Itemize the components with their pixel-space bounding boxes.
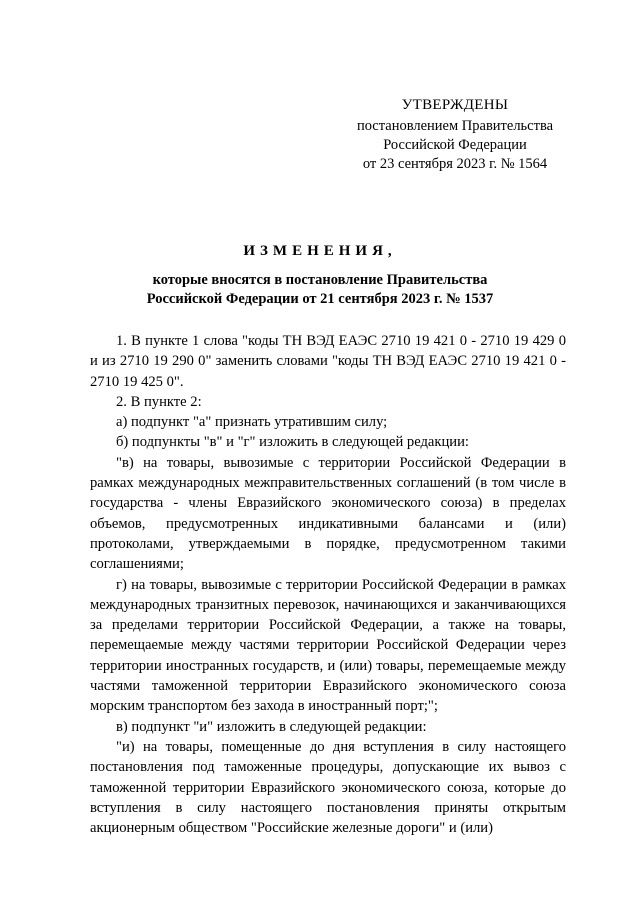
approval-line: Российской Федерации — [383, 137, 527, 153]
document-title: ИЗМЕНЕНИЯ, — [243, 243, 397, 259]
subtitle-line: которые вносятся в постановление Правительства — [152, 272, 488, 288]
approval-line: постановлением Правительства — [356, 118, 554, 134]
paragraph-subitem-v: в) подпункт "и" изложить в следующей редакции: — [116, 718, 427, 735]
approval-heading: УТВЕРЖДЕНЫ — [401, 97, 509, 113]
paragraph-subitem-a: а) подпункт "а" признать утратившим силу; — [116, 414, 388, 431]
paragraph-item-2: 2. В пункте 2: — [116, 393, 202, 410]
paragraph-subitem-b: б) подпункты "в" и "г" изложить в следующей редакции: — [116, 434, 469, 451]
paragraph-quote-i: "и) на товары, помещенные до дня вступления в силу настоящего постановления под таможенные процедуры, допускающие их вывоз с таможенной территории Евразийского экономического союза, которые до вступления в силу настоящего постановления приняты открытым акционерным обществом "Российские железные дороги" и (или) — [90, 738, 566, 837]
document-body — [90, 331, 566, 838]
document-subtitle — [90, 271, 550, 309]
paragraph-item-1: 1. В пункте 1 слова "коды ТН ВЭД ЕАЭС 2710 19 421 0 - 2710 19 429 0 и из 2710 19 290 0" заменить словами "коды ТН ВЭД ЕАЭС 2710 19 421 0 - 2710 19 425 0". — [90, 333, 566, 390]
subtitle-line: Российской Федерации от 21 сентября 2023 г. № 1537 — [146, 291, 494, 307]
paragraph-quote-g: г) на товары, вывозимые с территории Российской Федерации в рамках международных транзитных перевозок, начинающихся и заканчивающихся за пределами территории Российской Федерации, а также на товары, перемещаемые между частями территории Российской Федерации через территории иностранных государств, и (или) товары, перемещаемые между частями таможенной территории Евразийского экономического союза морским транспортом без захода в иностранный порт;"; — [90, 576, 566, 715]
approval-date-line: от 23 сентября 2023 г. № 1564 — [362, 156, 548, 172]
paragraph-quote-v: "в) на товары, вывозимые с территории Российской Федерации в рамках международных межправительственных соглашений (в том числе в государства - члены Евразийского экономического союза) в пределах объемов, предусмотренных индикативными балансами и (или) протоколами, утверждаемыми в порядке, предусмотренном такими соглашениями; — [90, 454, 566, 573]
approval-stamp — [330, 96, 580, 174]
